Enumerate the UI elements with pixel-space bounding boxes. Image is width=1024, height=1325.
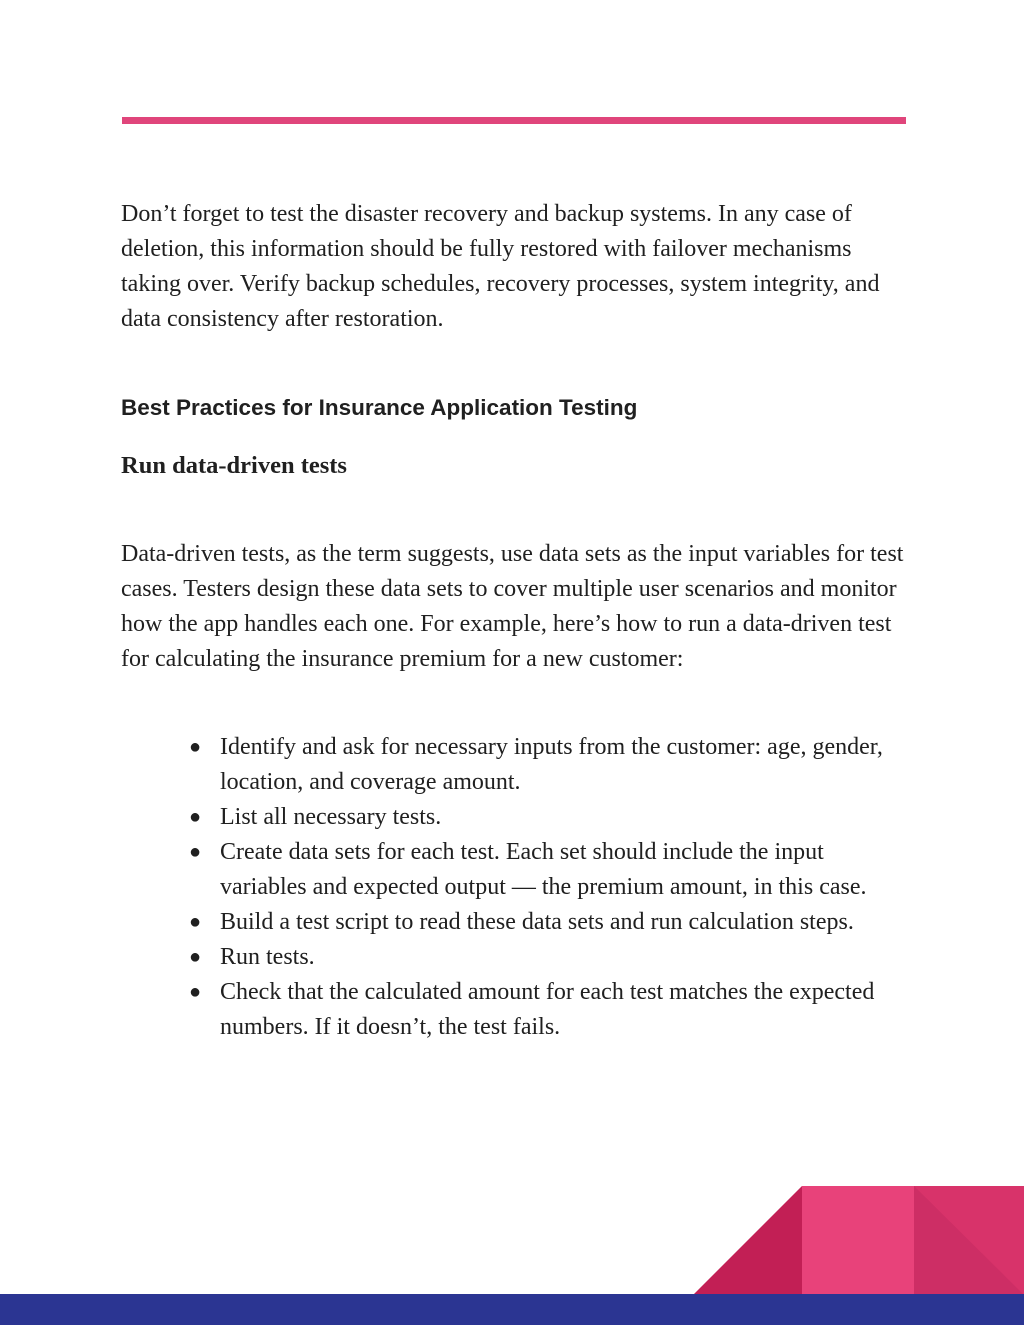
list-item-text: List all necessary tests. xyxy=(220,804,442,830)
bullet-icon: ● xyxy=(189,806,202,828)
list-item-text: Check that the calculated amount for each test matches the expected numbers. If it doesn’t, the test fails. xyxy=(220,979,875,1040)
deco-crimson-triangle xyxy=(693,1186,802,1295)
section-heading: Best Practices for Insurance Application Testing xyxy=(121,395,638,420)
list-item-text: Create data sets for each test. Each set should include the input variables and expected output — the premium amount, in this case. xyxy=(220,839,867,900)
bullet-icon: ● xyxy=(189,841,202,863)
footer-bar xyxy=(0,1294,1024,1325)
list-item-text: Build a test script to read these data sets and run calculation steps. xyxy=(220,909,854,935)
list-item-text: Identify and ask for necessary inputs from the customer: age, gender, location, and coverage amount. xyxy=(220,734,883,795)
bullet-icon: ● xyxy=(189,981,202,1003)
bullet-icon: ● xyxy=(189,946,202,968)
bullet-icon: ● xyxy=(189,736,202,758)
list-item-text: Run tests. xyxy=(220,944,315,970)
paragraph-disaster-recovery: Don’t forget to test the disaster recovery and backup systems. In any case of deletion, this information should be fully restored with failover mechanisms taking over. Verify backup schedules, recovery processes, system integrity, and data consistency after restoration. xyxy=(121,201,880,332)
bullet-icon: ● xyxy=(189,911,202,933)
deco-pink-block xyxy=(802,1186,914,1295)
sub-heading: Run data-driven tests xyxy=(121,452,347,479)
paragraph-data-driven: Data-driven tests, as the term suggests, use data sets as the input variables for test cases. Testers design these data sets to cover multiple user scenarios and monitor how the app handles each one. For example, here’s how to run a data-driven test for calculating the insurance premium for a new customer: xyxy=(121,541,904,672)
